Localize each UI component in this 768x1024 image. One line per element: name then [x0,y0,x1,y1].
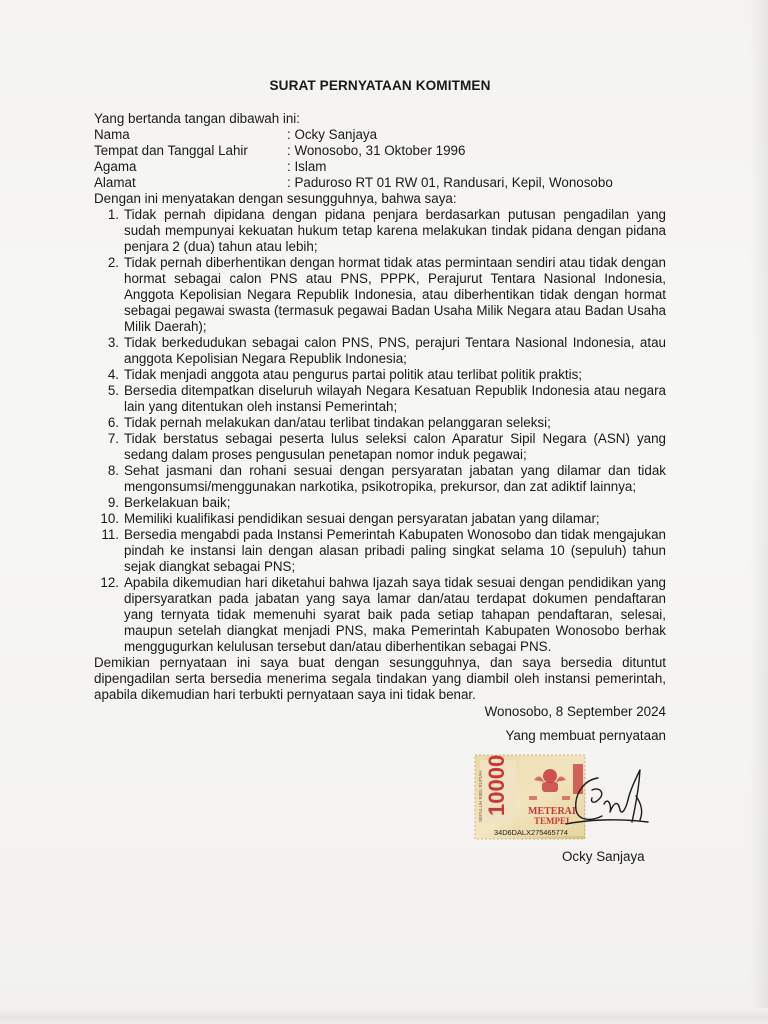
item-text: Bersedia ditempatkan diseluruh wilayah Negara Kesatuan Republik Indonesia atau negara lain yang ditentukan oleh instansi Pemerintah; [124,383,666,414]
paper-shadow [750,0,768,1024]
item-text: Tidak menjadi anggota atau pengurus partai politik atau terlibat politik praktis; [124,367,583,382]
item-text: Tidak pernah diberhentikan dengan hormat tidak atas permintaan sendiri atau tidak dengan hormat sebagai calon PNS atau PNS, PPPK, Perajurut Tentara Nasional Indonesia, Anggota Kepolisian Negara Republik Indonesia, atau diberhentikan tidak dengan hormat sebagai pegawai swasta (termasuk pegawai Badan Usaha Milik Negara atau Badan Usaha Milik Daerah); [124,255,666,334]
item-text: Memiliki kualifikasi pendidikan sesuai dengan persyaratan jabatan yang dilamar; [124,511,600,526]
field-value: : Islam [287,159,327,174]
list-item [94,207,666,255]
item-text: Tidak pernah dipidana dengan pidana penjara berdasarkan putusan pengadilan yang sudah mempunyai kekuatan hukum tetap karena melakukan tindak pidana dengan pidana penjara 2 (dua) tahun atau lebih; [124,207,666,254]
item-text: Tidak berkedudukan sebagai calon PNS, PNS, perajuri Tentara Nasional Indonesia, atau anggota Kepolisian Negara Republik Indonesia; [124,335,666,366]
list-item [94,511,666,527]
document-body [94,78,666,703]
field-label: Nama [94,127,130,142]
field-row-religion [94,159,666,175]
statement-list [94,207,666,655]
item-number: 1. [107,207,119,222]
field-row-name [94,127,666,143]
list-item [94,463,666,495]
place-date: Wonosobo, 8 September 2024 [484,704,666,719]
item-number: 11. [101,527,119,542]
field-row-birth [94,143,666,159]
list-item [94,575,666,655]
handwritten-signature [536,760,658,842]
item-number: 3. [107,335,119,350]
field-label: Agama [94,159,137,174]
field-value: : Wonosobo, 31 Oktober 1996 [287,143,466,158]
signature-block [440,704,666,874]
list-item [94,367,666,383]
list-item [94,415,666,431]
item-number: 6. [107,415,119,430]
item-number: 12. [100,575,119,590]
item-number: 8. [107,463,119,478]
signer-name: Ocky Sanjaya [562,849,645,864]
list-item [94,495,666,511]
field-value: : Ocky Sanjaya [287,127,378,142]
stamp-value: 10000 [484,754,509,816]
item-number: 10. [100,511,119,526]
field-value: : Paduroso RT 01 RW 01, Randusari, Kepil, Wonosobo [287,175,613,190]
stamp-serial: 34D6DALX275465774 [494,828,568,837]
item-number: 4. [107,367,119,382]
item-number: 9. [107,495,119,510]
item-text: Bersedia mengabdi pada Instansi Pemerintah Kabupaten Wonosobo dan tidak mengajukan pindah ke instansi lain dengan alasan pribadi paling singkat selama 10 (sepuluh) tahun sejak diangkat sebagai PNS; [124,527,666,574]
item-text: Apabila dikemudian hari diketahui bahwa Ijazah saya tidak sesuai dengan pendidikan yang dipersyaratkan pada jabatan yang saya lamar dan/atau terdapat dokumen pendaftaran yang ternyata tidak memenuhi syarat baik pada setiap tahapan pendaftaran, selesai, maupun setelah diangkat menjadi PNS, maka Pemerintah Kabupaten Wonosobo berhak menggugurkan kelulusan tersebut dan/atau diberhentikan sebagai PNS. [124,575,666,654]
maker-label: Yang membuat pernyataan [505,728,666,743]
intro-text: Yang bertanda tangan dibawah ini: [94,111,300,126]
list-item [94,255,666,335]
list-item [94,383,666,415]
item-number: 2. [107,255,119,270]
document-title: SURAT PERNYATAAN KOMITMEN [269,78,491,93]
item-text: Sehat jasmani dan rohani sesuai dengan persyaratan jabatan yang dilamar dan tidak mengonsumsi/menggunakan narkotika, psikotropika, prekursor, dan zat adiktif lainnya; [124,463,666,494]
item-number: 7. [107,431,119,446]
field-row-address [94,175,666,191]
item-text: Berkelakuan baik; [124,495,231,510]
statement-intro: Dengan ini menyatakan dengan sesungguhnya, bahwa saya: [94,191,457,206]
item-text: Tidak berstatus sebagai peserta lulus seleksi calon Aparatur Sipil Negara (ASN) yang sedang dalam proses pengusulan penetapan nomor induk pegawai; [124,431,666,462]
list-item [94,335,666,367]
field-label: Alamat [94,175,136,190]
item-text: Tidak pernah melakukan dan/atau terlibat tindakan pelanggaran seleksi; [124,415,551,430]
page-bottom-edge [0,1008,768,1024]
stamp-side-text: SEPULUH RIBU RUPIAH [478,770,483,822]
item-number: 5. [107,383,119,398]
stamp-label-1: METERAI [528,806,576,817]
list-item [94,431,666,463]
closing-paragraph: Demikian pernyataan ini saya buat dengan sesungguhnya, dan saya bersedia dituntut dipengadilan serta bersedia menerima segala tindakan yang diambil oleh instansi pemerintah, apabila dikemudian hari terbukti pernyataan saya ini tidak benar. [94,655,666,702]
stamp-label-2: TEMPEL [534,816,573,826]
field-label: Tempat dan Tanggal Lahir [94,143,248,158]
list-item [94,527,666,575]
